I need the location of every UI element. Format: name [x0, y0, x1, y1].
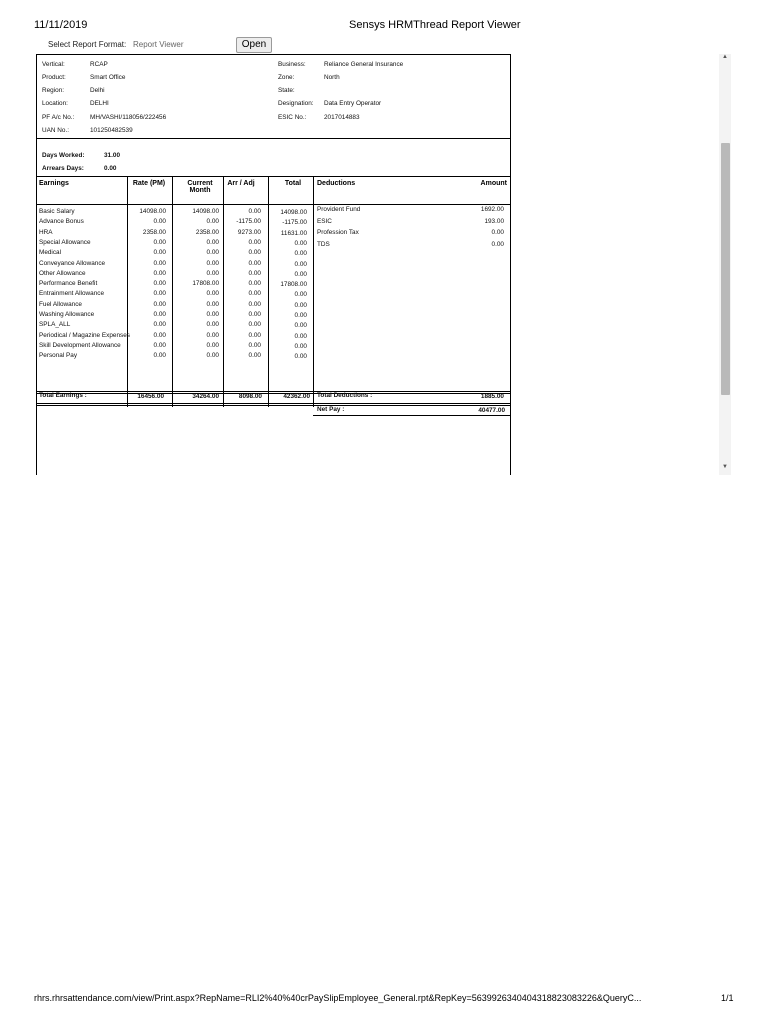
print-title: Sensys HRMThread Report Viewer	[349, 19, 521, 31]
earning-arr-adj: 0.00	[248, 208, 261, 215]
table-header-border	[36, 204, 511, 205]
employee-field-value: 101250482539	[90, 127, 133, 134]
earning-total: 0.00	[294, 239, 307, 247]
employee-field-label: Region:	[42, 87, 65, 94]
employee-field-value: North	[324, 74, 340, 81]
totals-bottom-border	[36, 403, 511, 406]
section-divider	[36, 138, 511, 139]
net-pay-underline	[313, 415, 511, 416]
earning-rate: 0.00	[153, 321, 166, 329]
earning-name: Periodical / Magazine Expenses	[39, 331, 130, 339]
earning-rate: 0.00	[153, 269, 166, 277]
earning-total: 0.00	[294, 312, 307, 319]
deduction-name: Provident Fund	[317, 206, 361, 213]
column-divider	[313, 176, 314, 407]
earning-current: 17808.00	[192, 280, 219, 288]
earning-current: 0.00	[206, 249, 219, 257]
employee-field-label: ESIC No.:	[278, 114, 307, 121]
earning-current: 0.00	[206, 331, 219, 339]
employee-field-value: MH/VASHI/118056/222456	[90, 114, 167, 121]
deduction-name: Profession Tax	[317, 229, 359, 236]
earning-total: 0.00	[294, 291, 307, 299]
total-earnings-label: Total Earnings :	[39, 392, 87, 399]
earning-rate: 0.00	[153, 331, 166, 339]
earning-rate: 0.00	[153, 290, 166, 298]
employee-field-value: 2017014883	[324, 114, 360, 121]
earning-total: -1175.00	[282, 219, 307, 227]
earning-rate: 2358.00	[142, 228, 166, 236]
total-deductions-value: 1885.00	[480, 393, 504, 400]
earning-total: 14098.00	[280, 209, 307, 216]
scroll-up-icon[interactable]: ▲	[722, 54, 728, 60]
earning-arr-adj: 0.00	[248, 259, 261, 267]
employee-field-label: Product:	[42, 74, 66, 81]
days-worked-label: Days Worked:	[42, 152, 85, 159]
earning-name: Advance Bonus	[39, 218, 84, 226]
earning-rate: 0.00	[153, 352, 166, 360]
employee-field-value: Smart Office	[90, 74, 126, 81]
print-date: 11/11/2019	[34, 19, 88, 31]
deduction-amount: 193.00	[484, 218, 504, 225]
days-worked-value: 31.00	[104, 152, 120, 159]
earning-current: 0.00	[206, 269, 219, 277]
total-earnings: 42362.00	[283, 393, 310, 400]
employee-field-value: Data Entry Operator	[324, 100, 382, 107]
format-label: Select Report Format:	[48, 40, 127, 49]
earning-rate: 0.00	[153, 249, 166, 257]
arrears-days-label: Arrears Days:	[42, 165, 84, 172]
earning-arr-adj: 0.00	[248, 341, 261, 349]
employee-field-value: DELHI	[90, 100, 109, 107]
earning-arr-adj: -1175.00	[236, 218, 261, 226]
deduction-amount: 0.00	[491, 229, 504, 236]
earning-name: Basic Salary	[39, 208, 75, 215]
net-pay-label: Net Pay :	[317, 406, 345, 413]
earning-total: 0.00	[294, 270, 307, 278]
earning-total: 0.00	[294, 260, 307, 268]
earning-name: HRA	[39, 228, 53, 236]
total-rate: 16456.00	[137, 393, 164, 400]
earning-current: 0.00	[206, 321, 219, 329]
earning-name: Fuel Allowance	[39, 300, 82, 308]
earning-arr-adj: 0.00	[248, 269, 261, 277]
earning-rate: 0.00	[153, 280, 166, 288]
earning-arr-adj: 0.00	[248, 300, 261, 308]
employee-field-label: Zone:	[278, 74, 295, 81]
deductions-header: Deductions	[317, 180, 356, 187]
earning-total: 0.00	[294, 332, 307, 340]
earnings-header: Earnings	[39, 180, 69, 187]
arr-adj-header: Arr / Adj	[227, 180, 255, 187]
earning-current: 0.00	[206, 259, 219, 267]
format-select[interactable]: Report Viewer	[133, 40, 184, 49]
net-pay-value: 40477.00	[478, 407, 505, 414]
total-current: 34264.00	[192, 393, 219, 400]
print-page-number: 1/1	[721, 993, 734, 1003]
earning-total: 17808.00	[280, 281, 307, 289]
employee-field-label: Location:	[42, 100, 68, 107]
scroll-thumb[interactable]	[721, 143, 730, 395]
employee-field-label: Business:	[278, 61, 306, 68]
employee-field-label: PF A/c No.:	[42, 114, 75, 121]
earning-rate: 0.00	[153, 218, 166, 226]
earning-rate: 0.00	[153, 311, 166, 318]
earning-arr-adj: 9273.00	[237, 228, 261, 236]
table-top-border	[36, 176, 511, 177]
earning-current: 2358.00	[195, 228, 219, 236]
total-header: Total	[284, 180, 302, 187]
earning-rate: 0.00	[153, 238, 166, 246]
earning-current: 14098.00	[192, 208, 219, 215]
earning-current: 0.00	[206, 218, 219, 226]
deduction-amount: 0.00	[491, 241, 504, 248]
earning-current: 0.00	[206, 352, 219, 360]
scroll-down-icon[interactable]: ▼	[722, 464, 728, 470]
earning-current: 0.00	[206, 238, 219, 246]
earning-name: Washing Allowance	[39, 311, 95, 318]
employee-field-value: Reliance General Insurance	[324, 61, 404, 68]
amount-header: Amount	[480, 180, 507, 187]
earning-arr-adj: 0.00	[248, 352, 261, 360]
employee-field-value: Delhi	[90, 87, 105, 94]
current-month-header: Month	[189, 187, 211, 194]
earning-total: 0.00	[294, 353, 307, 361]
employee-field-label: Designation:	[278, 100, 314, 107]
earning-name: SPLA_ALL	[39, 321, 71, 329]
earning-total: 11631.00	[280, 229, 307, 237]
current-month-header: Current	[187, 180, 213, 187]
earning-name: Conveyance Allowance	[39, 259, 106, 267]
arrears-days-value: 0.00	[104, 165, 117, 172]
employee-field-label: State:	[278, 87, 295, 94]
total-deductions-label: Total Deductions :	[317, 392, 373, 399]
employee-field-value: RCAP	[90, 61, 108, 68]
earning-rate: 0.00	[153, 341, 166, 349]
total-arr-adj: 8098.00	[238, 393, 262, 400]
earning-arr-adj: 0.00	[248, 249, 261, 257]
earning-name: Entrainment Allowance	[39, 290, 105, 298]
rate-header: Rate (PM)	[132, 180, 166, 187]
earning-current: 0.00	[206, 290, 219, 298]
earning-total: 0.00	[294, 301, 307, 309]
earning-current: 0.00	[206, 300, 219, 308]
earning-name: Personal Pay	[39, 352, 78, 360]
earning-arr-adj: 0.00	[248, 238, 261, 246]
earning-arr-adj: 0.00	[248, 321, 261, 329]
earning-rate: 0.00	[153, 300, 166, 308]
earning-name: Performance Benefit	[39, 280, 98, 288]
earning-current: 0.00	[206, 311, 219, 318]
earning-name: Skill Development Allowance	[39, 341, 121, 349]
earning-arr-adj: 0.00	[248, 331, 261, 339]
earning-arr-adj: 0.00	[248, 290, 261, 298]
earning-arr-adj: 0.00	[248, 280, 261, 288]
open-button[interactable]: Open	[236, 37, 272, 53]
deduction-name: TDS	[317, 241, 330, 248]
earning-total: 0.00	[294, 342, 307, 350]
earning-name: Medical	[39, 249, 62, 257]
earning-name: Other Allowance	[39, 269, 86, 277]
earning-name: Special Allowance	[39, 238, 91, 246]
deduction-name: ESIC	[317, 218, 332, 225]
earning-arr-adj: 0.00	[248, 311, 261, 318]
earning-rate: 0.00	[153, 259, 166, 267]
earning-total: 0.00	[294, 322, 307, 330]
deduction-amount: 1692.00	[480, 206, 504, 213]
print-url: rhrs.rhrsattendance.com/view/Print.aspx?RepName=RLI2%40%40crPaySlipEmployee_General.rpt&RepKey=5639926340404318823083226&QueryC...	[34, 993, 642, 1003]
employee-field-label: Vertical:	[42, 61, 65, 68]
earning-total: 0.00	[294, 250, 307, 258]
earning-current: 0.00	[206, 341, 219, 349]
employee-field-label: UAN No.:	[42, 127, 69, 134]
earning-rate: 14098.00	[139, 208, 166, 215]
